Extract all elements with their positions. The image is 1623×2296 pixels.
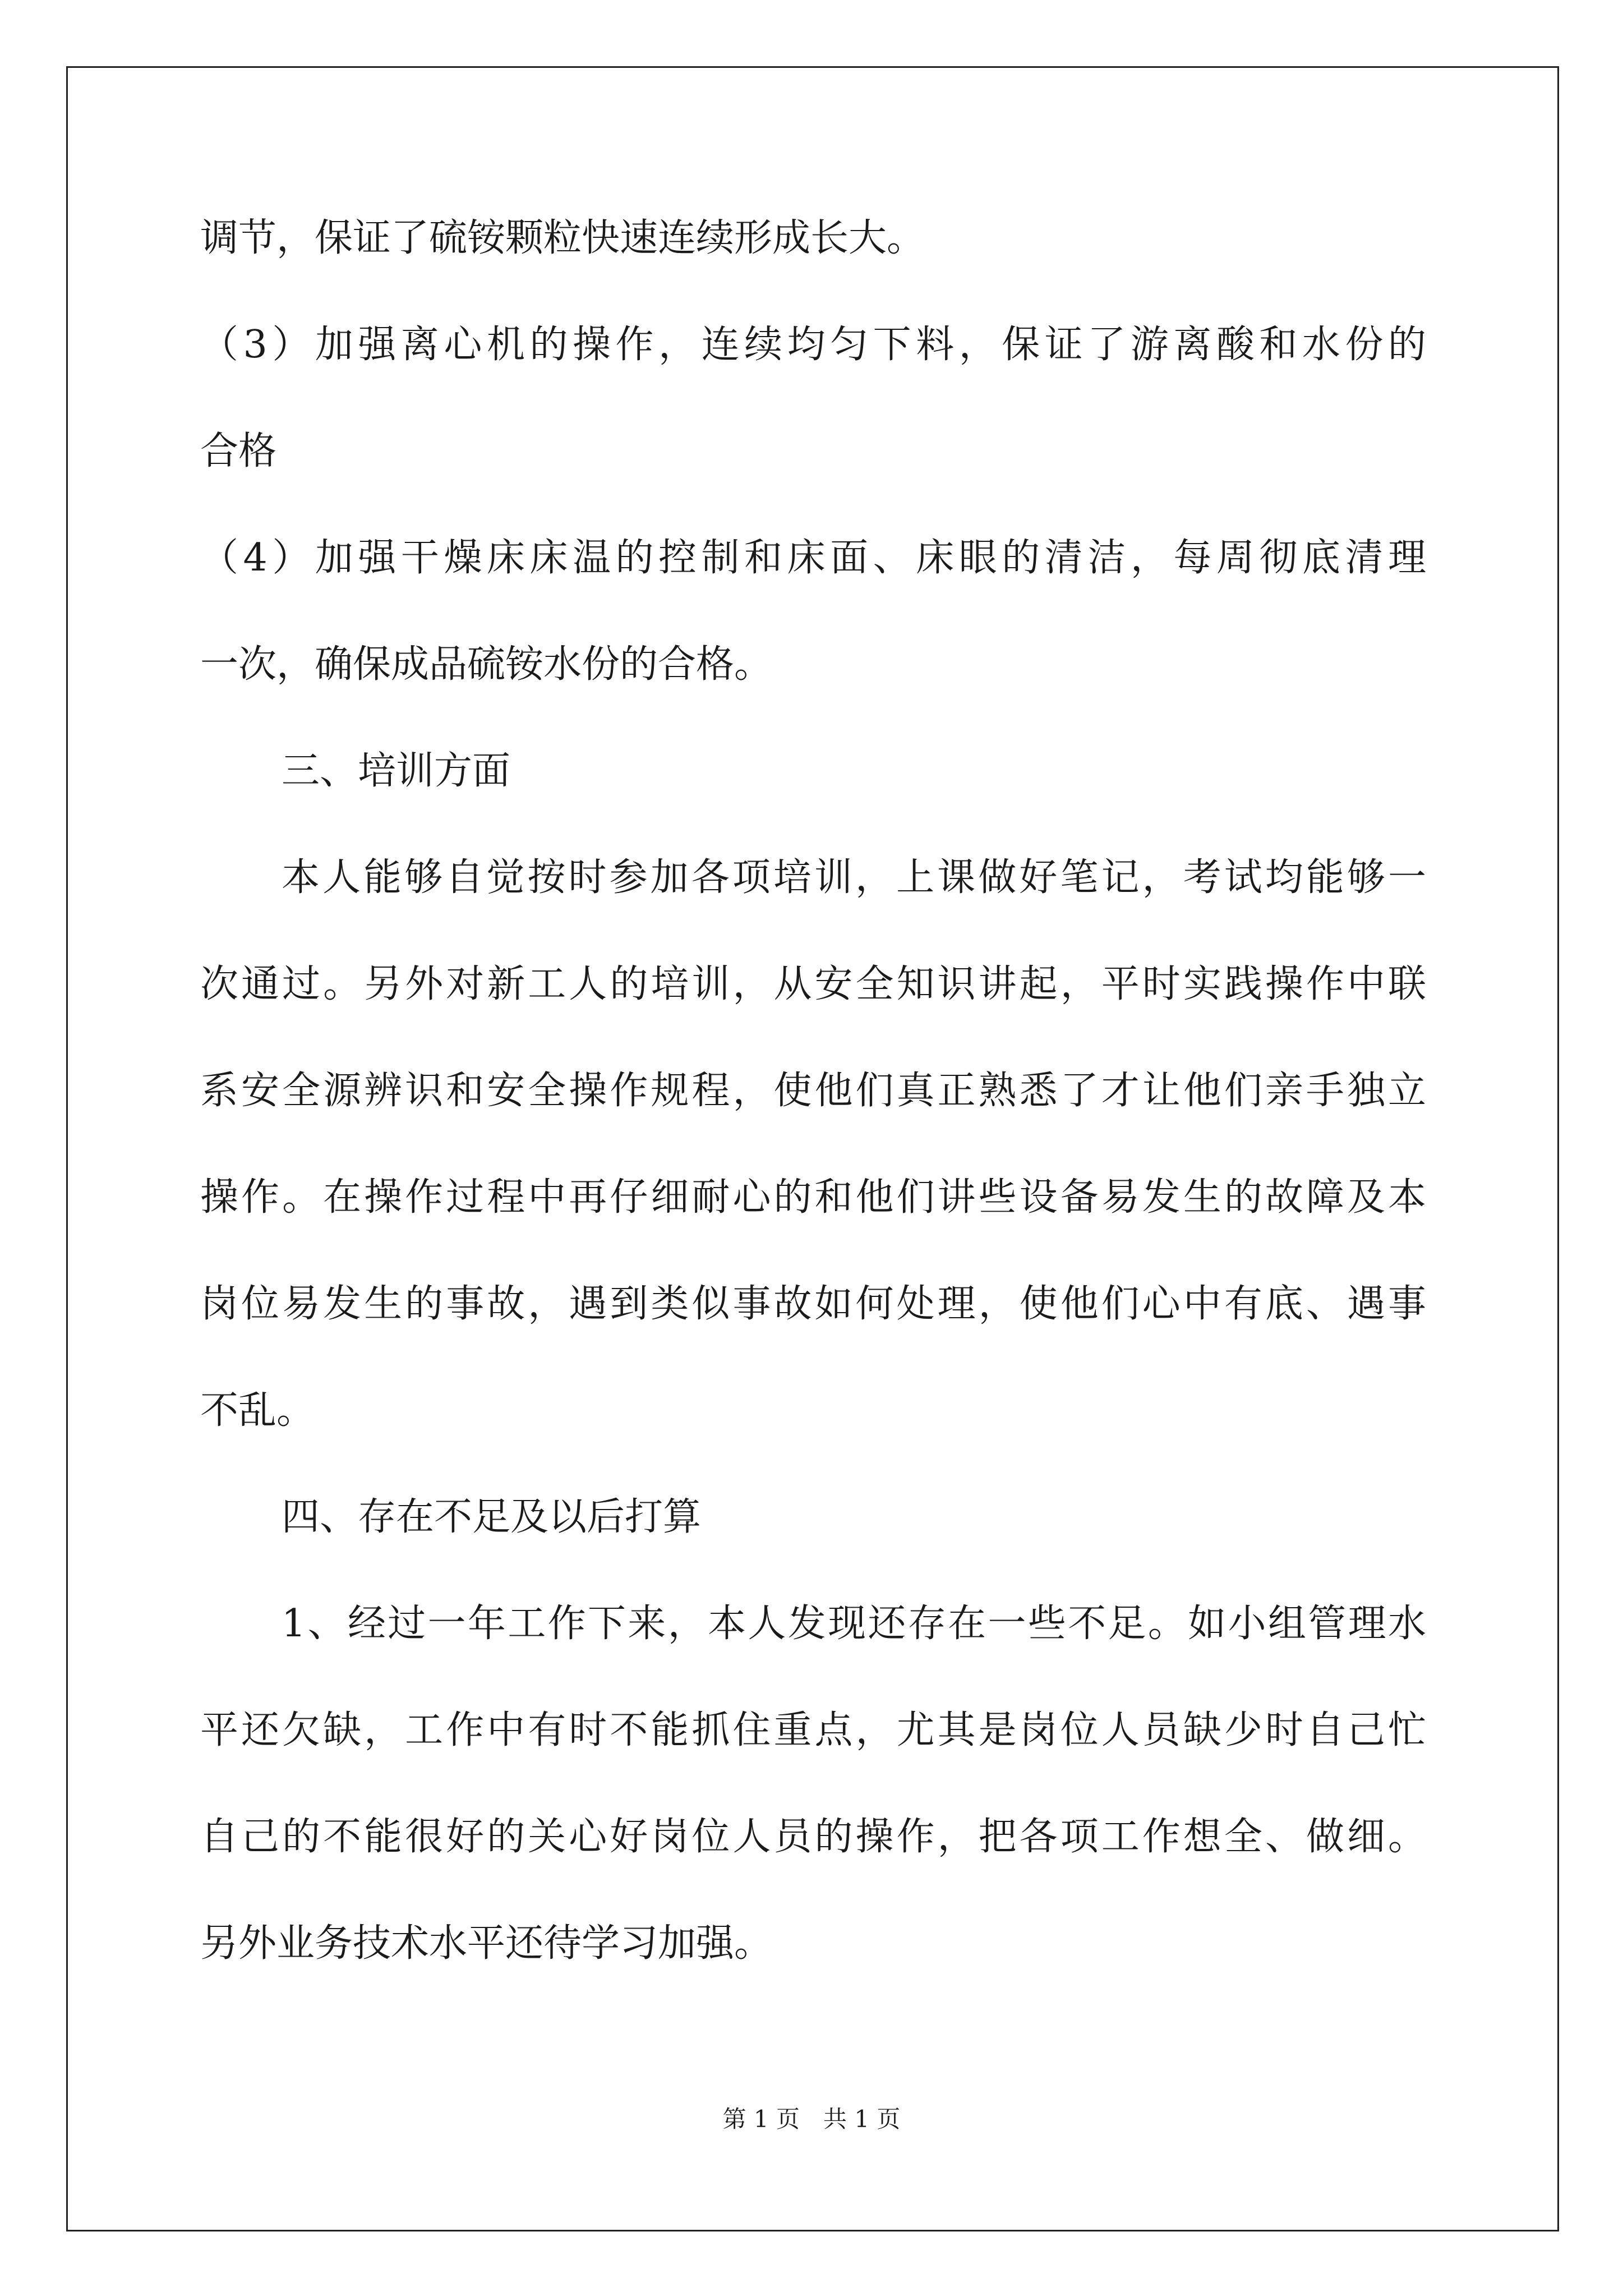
text-line: 合格 — [200, 429, 277, 473]
text-line: 系安全源辨识和安全操作规程，使他们真正熟悉了才让他们亲手独立 — [200, 1069, 1426, 1113]
text-line: 自己的不能很好的关心好岗位人员的操作，把各项工作想全、做细。 — [200, 1815, 1426, 1859]
text-line: 次通过。另外对新工人的培训，从安全知识讲起，平时实践操作中联 — [200, 962, 1426, 1006]
text-line: 调节，保证了硫铵颗粒快速连续形成长大。 — [200, 216, 925, 260]
text-line: 1、经过一年工作下来，本人发现还存在一些不足。如小组管理水 — [282, 1602, 1426, 1646]
text-line: 操作。在操作过程中再仔细耐心的和他们讲些设备易发生的故障及本 — [200, 1175, 1426, 1220]
text-line: 本人能够自觉按时参加各项培训，上课做好笔记，考试均能够一 — [282, 855, 1426, 900]
text-line: （4）加强干燥床床温的控制和床面、床眼的清洁，每周彻底清理 — [200, 536, 1426, 580]
text-line: 平还欠缺，工作中有时不能抓住重点，尤其是岗位人员缺少时自己忙 — [200, 1708, 1426, 1752]
text-line: 另外业务技术水平还待学习加强。 — [200, 1921, 773, 1966]
text-line: （3）加强离心机的操作，连续均匀下料，保证了游离酸和水份的 — [200, 323, 1426, 367]
section-heading: 四、存在不足及以后打算 — [282, 1495, 702, 1539]
text-line: 岗位易发生的事故，遇到类似事故如何处理，使他们心中有底、遇事 — [200, 1282, 1426, 1326]
text-line: 一次，确保成品硫铵水份的合格。 — [200, 642, 773, 687]
page-number-footer: 第 1 页 共 1 页 — [722, 2105, 901, 2133]
page-border — [66, 66, 1559, 2231]
text-line: 不乱。 — [200, 1388, 315, 1433]
section-heading: 三、培训方面 — [282, 749, 511, 793]
